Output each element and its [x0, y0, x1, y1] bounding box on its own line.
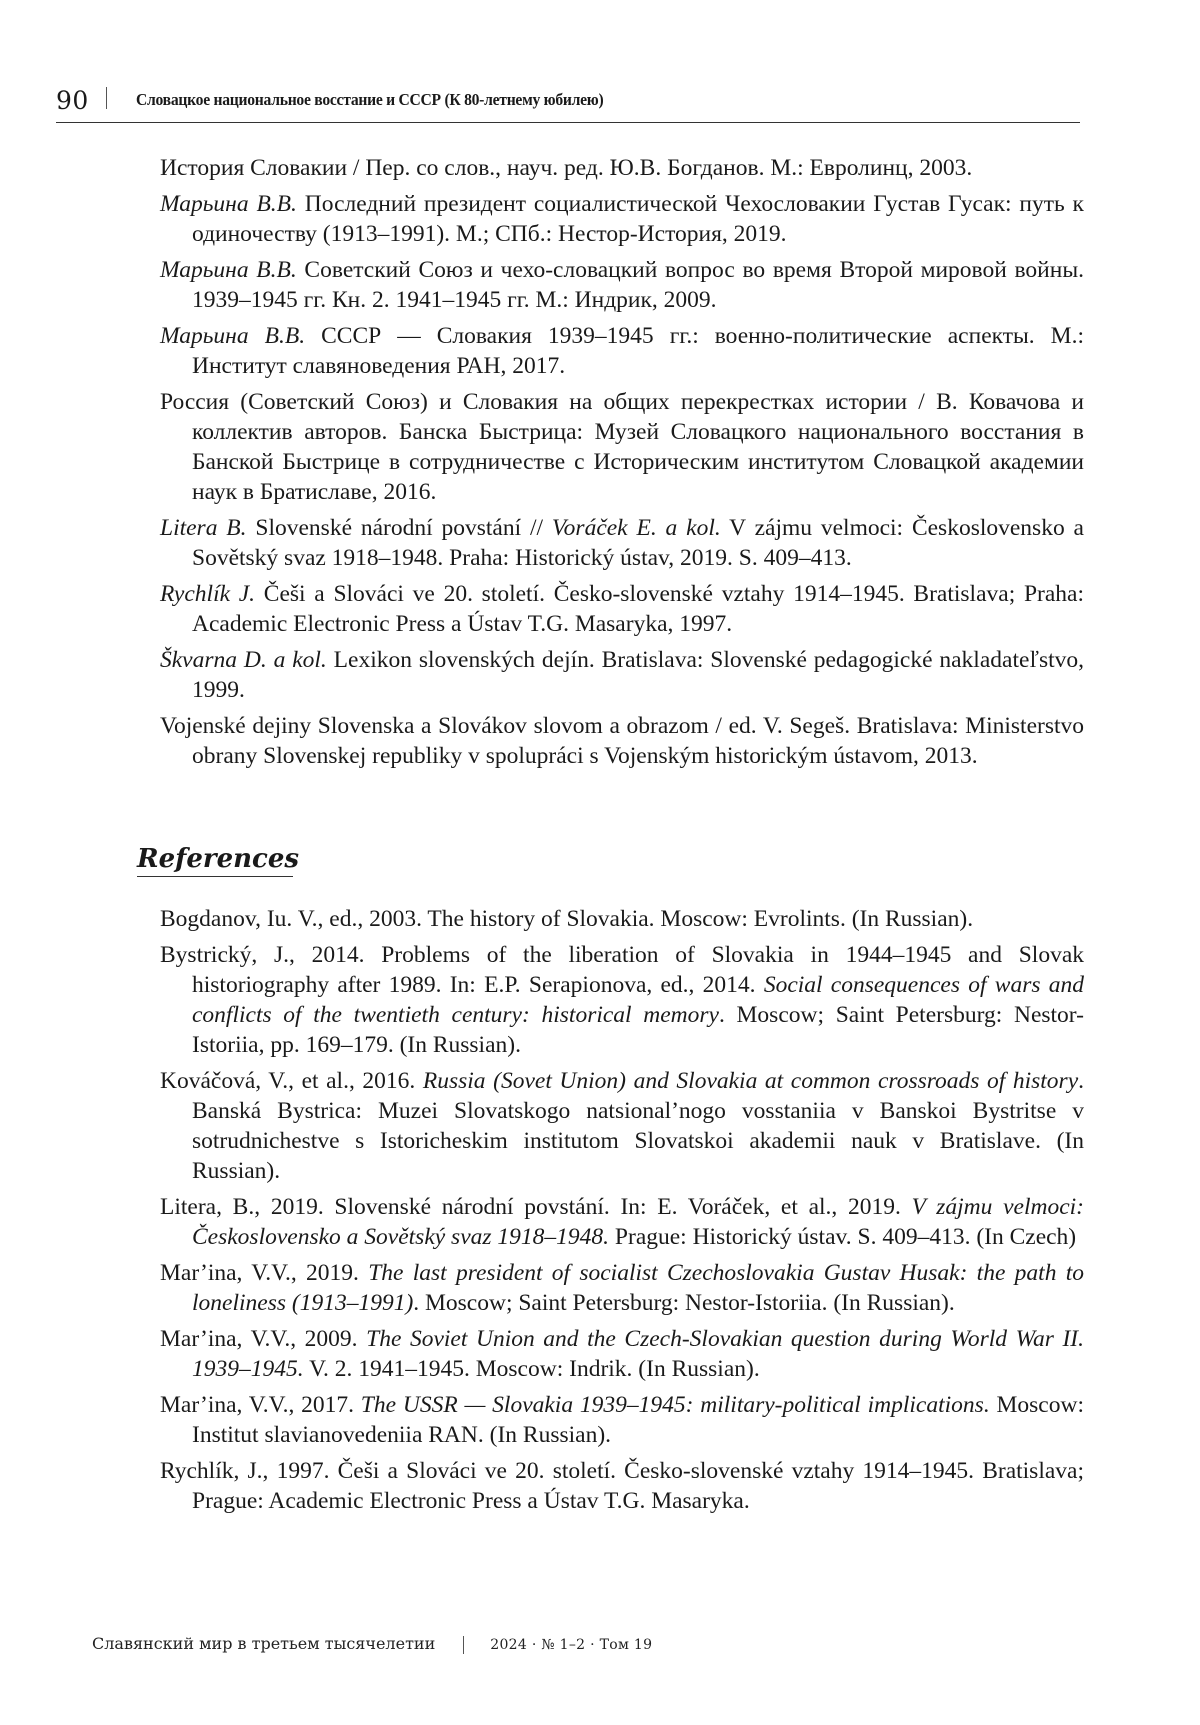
journal-title: Славянский мир в третьем тысячелетии: [92, 1634, 436, 1653]
issue-info: 2024 · № 1–2 · Том 19: [490, 1637, 653, 1653]
footer-separator: [463, 1636, 464, 1654]
page-number: 90: [56, 86, 89, 115]
reference-entry: Kováčová, V., et al., 2016. Russia (Sovet Union) and Slovakia at common crossroads of history. Banská Bystrica: Muzei Slovatskogo natsional’nogo vosstaniia v Banskoi Bystritse v sotrudnichestve s Istoricheskim institutom Slovatskoi akademii nauk v Bratislave. (In Russian).: [160, 1068, 1084, 1184]
bibliography-entry: Škvarna D. a kol. Lexikon slovenských dejín. Bratislava: Slovenské pedagogické nakladateľstvo, 1999.: [160, 647, 1084, 703]
bibliography-entry: Vojenské dejiny Slovenska a Slovákov slovom a obrazom / ed. V. Segeš. Bratislava: Ministerstvo obrany Slovenskej republiky v spolupráci s Vojenským historickým ústavom, 2013.: [160, 713, 1084, 769]
page-footer: [92, 1634, 652, 1654]
bibliography-entry: Rychlík J. Češi a Slováci ve 20. století. Česko-slovenské vztahy 1914–1945. Bratislava; Praha: Academic Electronic Press a Ústav T.G. Masaryka, 1997.: [160, 581, 1084, 637]
bibliography-entry: История Словакии / Пер. со слов., науч. ред. Ю.В. Богданов. М.: Евролинц, 2003.: [160, 155, 973, 181]
bibliography-entry: Litera B. Slovenské národní povstání // Voráček E. a kol. V zájmu velmoci: Československo a Sovětský svaz 1918–1948. Praha: Historický ústav, 2019. S. 409–413.: [160, 515, 1084, 571]
reference-entry: Rychlík, J., 1997. Češi a Slováci ve 20. století. Česko-slovenské vztahy 1914–1945. Bratislava; Prague: Academic Electronic Press a Ústav T.G. Masaryka.: [160, 1458, 1084, 1514]
header-separator: [106, 87, 107, 109]
bibliography-list: [160, 153, 1084, 777]
bibliography-entry: Марьина В.В. Советский Союз и чехо-словацкий вопрос во время Второй мировой войны. 1939–1945 гг. Кн. 2. 1941–1945 гг. М.: Индрик, 2009.: [160, 257, 1084, 313]
reference-entry: Mar’ina, V.V., 2019. The last president of socialist Czechoslovakia Gustav Husak: the path to loneliness (1913–1991). Moscow; Saint Petersburg: Nestor-Istoriia. (In Russian).: [160, 1260, 1084, 1316]
bibliography-entry: Россия (Советский Союз) и Словакия на общих перекрестках истории / В. Ковачова и коллектив авторов. Банска Быстрица: Музей Словацкого национального восстания в Банской Быстрице в сотрудничестве с Историческим институтом Словацкой академии наук в Братиславе, 2016.: [160, 389, 1084, 505]
bibliography-entry: Марьина В.В. СССР — Словакия 1939–1945 гг.: военно-политические аспекты. М.: Институт славяноведения РАН, 2017.: [160, 323, 1084, 379]
references-heading: References: [137, 844, 293, 877]
reference-entry: Mar’ina, V.V., 2017. The USSR — Slovakia 1939–1945: military-political implications. Moscow: Institut slavianovedeniia RAN. (In Russian).: [160, 1392, 1084, 1448]
bibliography-entry: Марьина В.В. Последний президент социалистической Чехословакии Густав Гусак: путь к одиночеству (1913–1991). М.; СПб.: Нестор-История, 2019.: [160, 191, 1084, 247]
reference-entry: Litera, B., 2019. Slovenské národní povstání. In: E. Voráček, et al., 2019. V zájmu velmoci: Československo a Sovětský svaz 1918–1948. Prague: Historický ústav. S. 409–413. (In Czech): [160, 1194, 1084, 1250]
running-title: Словацкое национальное восстание и СССР (К 80-летнему юбилею): [136, 90, 604, 109]
reference-entry: Mar’ina, V.V., 2009. The Soviet Union and the Czech-Slovakian question during World War II. 1939–1945. V. 2. 1941–1945. Moscow: Indrik. (In Russian).: [160, 1326, 1084, 1382]
references-list: [160, 904, 1084, 1522]
reference-entry: Bystrický, J., 2014. Problems of the liberation of Slovakia in 1944–1945 and Slovak historiography after 1989. In: E.P. Serapionova, ed., 2014. Social consequences of wars and conflicts of the twentieth century: historical memory. Moscow; Saint Petersburg: Nestor-Istoriia, pp. 169–179. (In Russian).: [160, 942, 1084, 1058]
reference-entry: Bogdanov, Iu. V., ed., 2003. The history of Slovakia. Moscow: Evrolints. (In Russian).: [160, 906, 974, 932]
page-header: [56, 84, 1080, 123]
